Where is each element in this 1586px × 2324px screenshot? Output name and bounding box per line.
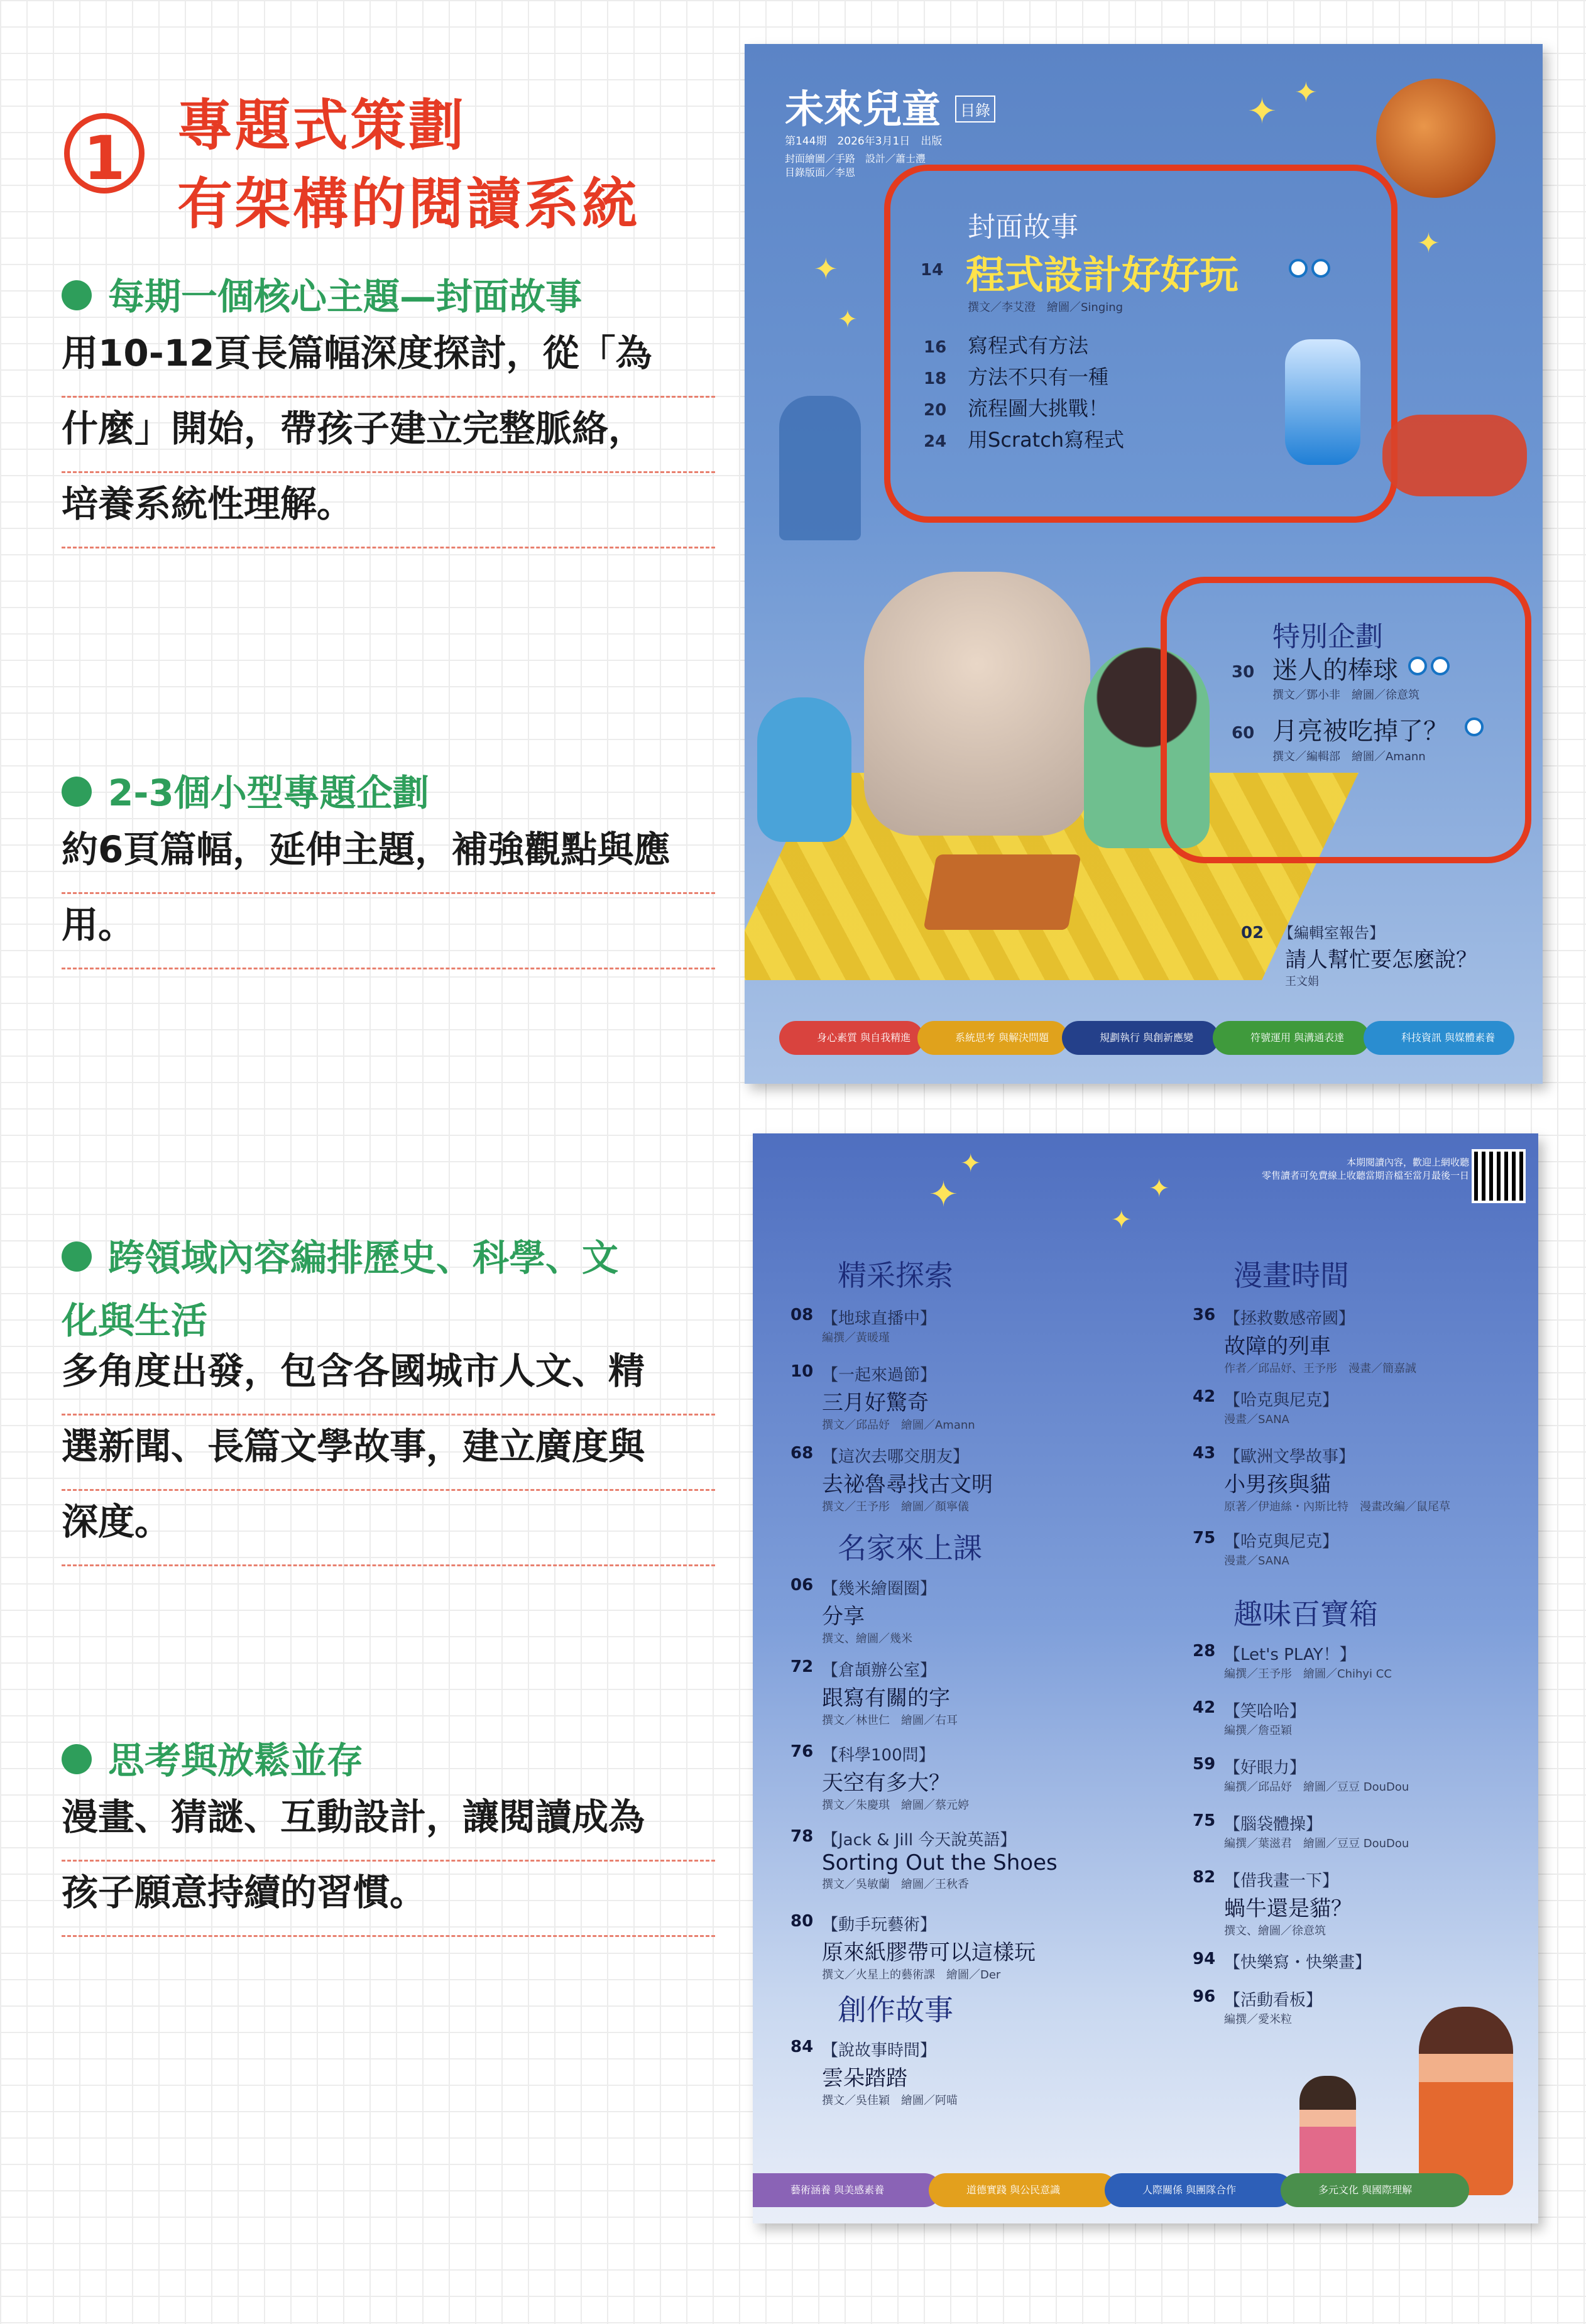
headline-line2: 有架構的閱讀系統 xyxy=(177,172,640,236)
feature-text-line: 用。 xyxy=(62,892,715,969)
feature-heading-cross-domain: 跨領域內容編排歷史、科學、文 xyxy=(62,1228,618,1281)
toc-entry[interactable]: 68 【這次去哪交朋友】 去祕魯尋找古文明 撰文／王予彤 繪圖／顏寧儀 xyxy=(790,1444,993,1514)
feature-text-line: 多角度出發，包含各國城市人文、精 xyxy=(62,1338,715,1416)
toc-entry[interactable]: 75 【哈克與尼克】 漫畫／SANA xyxy=(1193,1529,1339,1568)
toc-entry[interactable]: 59 【好眼力】 編撰／邱品妤 繪圖／豆豆 DouDou xyxy=(1193,1755,1409,1794)
toc-entry[interactable]: 08 【地球直播中】 編撰／黃暖瑾 xyxy=(790,1306,937,1345)
bird-character-illustration xyxy=(757,697,851,842)
report-tag: 【編輯室報告】 xyxy=(1279,924,1384,942)
star-icon: ✦ xyxy=(1149,1174,1170,1203)
section-title: 名家來上課 xyxy=(838,1531,982,1565)
competency-tag: 身心素質 與自我精進 xyxy=(779,1021,924,1055)
special-item-credit: 撰文／鄧小非 繪圖／徐意筑 xyxy=(1272,689,1419,702)
audio-note: 本期閱讀內容，歡迎上網收聽 零售讀者可免費線上收聽當期音檔至當月最後一日 xyxy=(1261,1157,1469,1181)
feature-heading-cross-domain-cont: 化與生活 xyxy=(62,1299,208,1342)
toc-entry[interactable]: 96 【活動看板】 編撰／愛米粒 xyxy=(1193,1987,1323,2026)
headline-line1: 專題式策劃 xyxy=(177,93,467,158)
star-icon: ✦ xyxy=(1111,1206,1132,1235)
list-item: 16 寫程式有方法 xyxy=(924,334,1089,357)
cover-story-credit: 撰文／李艾澄 繪圖／Singing xyxy=(968,301,1124,314)
toc-entry[interactable]: 43 【歐洲文學故事】 小男孩與貓 原著／伊迪絲・內斯比特 漫畫改編／鼠尾草 xyxy=(1193,1444,1450,1514)
section-title: 漫畫時間 xyxy=(1233,1258,1349,1292)
report-credit: 王文娟 xyxy=(1285,975,1319,988)
toc-entry[interactable]: 10 【一起來過節】 三月好驚奇 撰文／邱品妤 繪圖／Amann xyxy=(790,1362,975,1432)
baseball-player-illustration xyxy=(779,396,861,540)
competency-tag: 符號運用 與溝通表達 xyxy=(1213,1021,1370,1055)
page-number: 02 xyxy=(1241,924,1264,942)
feature-text-line: 漫畫、猜謎、互動設計，讓閱讀成為 xyxy=(62,1784,715,1862)
feature-text-line: 約6頁篇幅，延伸主題，補強觀點與應 xyxy=(62,817,715,894)
headphone-icon xyxy=(1465,717,1484,736)
woman-illustration xyxy=(1419,2007,1513,2195)
magazine-logo: 未來兒童 xyxy=(785,86,941,132)
cover-story-list xyxy=(924,330,1124,456)
toc-entry[interactable]: 75 【腦袋體操】 編撰／葉滋君 繪圖／豆豆 DouDou xyxy=(1193,1811,1409,1850)
globe-icon xyxy=(1289,259,1308,278)
catcher-illustration xyxy=(1382,415,1527,496)
credits: 封面繪圖／手路 設計／蕭士灃 xyxy=(785,153,926,165)
toc-entry[interactable]: 84 【說故事時間】 雲朵踏踏 撰文／吳佳穎 繪圖／阿喵 xyxy=(790,2038,958,2107)
feature-text-line: 孩子願意持續的習慣。 xyxy=(62,1860,715,1937)
star-icon: ✦ xyxy=(814,252,838,286)
moon-icon xyxy=(1376,79,1496,198)
page-number: 14 xyxy=(921,261,944,280)
headphone-icon xyxy=(1311,259,1330,278)
star-icon: ✦ xyxy=(1417,227,1440,259)
topic-icons xyxy=(1285,259,1330,278)
section-title: 精采探索 xyxy=(838,1258,953,1292)
toc-entry[interactable]: 94 【快樂寫・快樂畫】 xyxy=(1193,1950,1372,1972)
feature-text-line: 用10-12頁長篇幅深度探討，從「為 xyxy=(62,320,715,398)
magazine-contents-page-1 xyxy=(745,44,1543,1084)
special-item-credit: 撰文／編輯部 繪圖／Amann xyxy=(1272,750,1426,763)
competency-tag: 多元文化 與國際理解 xyxy=(1281,2173,1469,2207)
feature-text-line: 什麼」開始，帶孩子建立完整脈絡， xyxy=(62,396,715,473)
competency-tag: 道德實踐 與公民意識 xyxy=(929,2173,1117,2207)
competency-tag: 科技資訊 與媒體素養 xyxy=(1364,1021,1514,1055)
special-item-title: 迷人的棒球 xyxy=(1272,656,1398,685)
feature-text-line: 培養系統性理解。 xyxy=(62,471,715,548)
robot-illustration xyxy=(1285,339,1360,465)
child-illustration xyxy=(1299,2076,1356,2189)
section-title: 創作故事 xyxy=(838,1993,953,2027)
page-number: 60 xyxy=(1232,724,1255,743)
toc-entry[interactable]: 82 【借我畫一下】 蝸牛還是貓？ 撰文、繪圖／徐意筑 xyxy=(1193,1868,1352,1938)
bullet-dot-icon xyxy=(62,280,92,310)
bulb-icon xyxy=(1408,657,1427,675)
toc-entry[interactable]: 72 【倉頡辦公室】 跟寫有關的字 撰文／林世仁 繪圖／右耳 xyxy=(790,1657,958,1727)
competency-tag: 規劃執行 與創新應變 xyxy=(1062,1021,1219,1055)
list-item: 18 方法不只有一種 xyxy=(924,365,1109,389)
competency-tag: 系統思考 與解決問題 xyxy=(917,1021,1068,1055)
star-icon: ✦ xyxy=(838,305,858,333)
feature-text-line: 深度。 xyxy=(62,1489,715,1566)
special-feature-label: 特別企劃 xyxy=(1272,621,1383,653)
headphone-icon xyxy=(1431,657,1450,675)
toc-entry[interactable]: 42 【哈克與尼克】 漫畫／SANA xyxy=(1193,1387,1339,1426)
bullet-dot-icon xyxy=(62,777,92,807)
hippo-character-illustration xyxy=(864,572,1090,836)
topic-icons xyxy=(1404,657,1450,675)
cover-story-title: 程式設計好好玩 xyxy=(966,252,1239,298)
feature-text-line: 選新聞、長篇文學故事，建立廣度與 xyxy=(62,1414,715,1491)
bento-box-illustration xyxy=(923,854,1081,930)
toc-entry[interactable]: 28 【Let's PLAY！】 編撰／王予彤 繪圖／Chihyi CC xyxy=(1193,1642,1392,1681)
bullet-dot-icon xyxy=(62,1241,92,1272)
list-item: 24 用Scratch寫程式 xyxy=(924,428,1125,452)
cover-story-label: 封面故事 xyxy=(968,211,1078,243)
special-item-title: 月亮被吃掉了？ xyxy=(1272,717,1448,746)
report-title: 請人幫忙要怎麼說？ xyxy=(1285,947,1477,973)
toc-entry[interactable]: 06 【幾米繪圈圈】 分享 撰文、繪圖／幾米 xyxy=(790,1576,937,1645)
contents-left-column xyxy=(790,1253,1130,2119)
feature-heading-special-projects: 2-3個小型專題企劃 xyxy=(62,763,429,816)
magazine-contents-page-2 xyxy=(753,1133,1538,2223)
bullet-dot-icon xyxy=(62,1744,92,1774)
competency-tag: 人際關係 與團隊合作 xyxy=(1105,2173,1293,2207)
contents-right-column xyxy=(1193,1253,1519,2044)
star-icon: ✦ xyxy=(1247,91,1277,132)
star-icon: ✦ xyxy=(1294,77,1318,109)
section-number-badge: 1 xyxy=(64,113,145,194)
page-number: 30 xyxy=(1232,663,1255,682)
issue-info: 第144期 2026年3月1日 出版 xyxy=(785,135,943,148)
feature-heading-think-relax: 思考與放鬆並存 xyxy=(62,1731,363,1784)
toc-entry[interactable]: 36 【拯救數感帝國】 故障的列車 作者／邱品妤、王予彤 漫畫／簡嘉誠 xyxy=(1193,1306,1416,1375)
feature-heading-cover-story: 每期一個核心主題—封面故事 xyxy=(62,267,582,320)
topic-icons xyxy=(1461,717,1484,736)
toc-entry[interactable]: 42 【笑哈哈】 編撰／詹亞穎 xyxy=(1193,1698,1306,1737)
list-item: 20 流程圖大挑戰！ xyxy=(924,396,1109,420)
logo-tag: 目錄 xyxy=(955,95,995,123)
star-icon: ✦ xyxy=(960,1149,982,1178)
competency-tag: 藝術涵養 與美感素養 xyxy=(753,2173,941,2207)
qr-code-icon[interactable] xyxy=(1472,1149,1526,1203)
credits: 目錄版面／李恩 xyxy=(785,166,856,178)
star-icon: ✦ xyxy=(929,1174,958,1215)
toc-entry[interactable]: 76 【科學100問】 天空有多大？ 撰文／朱慶琪 繪圖／蔡元婷 xyxy=(790,1742,969,1812)
section-title: 趣味百寶箱 xyxy=(1233,1597,1378,1631)
toc-entry[interactable]: 80 【動手玩藝術】 原來紙膠帶可以這樣玩 撰文／火星上的藝術課 繪圖／Der xyxy=(790,1912,1036,1982)
toc-entry[interactable]: 78 【Jack & Jill 今天說英語】 Sorting Out the Shoes 撰文／吳敏蘭 繪圖／王秋香 xyxy=(790,1827,1058,1891)
